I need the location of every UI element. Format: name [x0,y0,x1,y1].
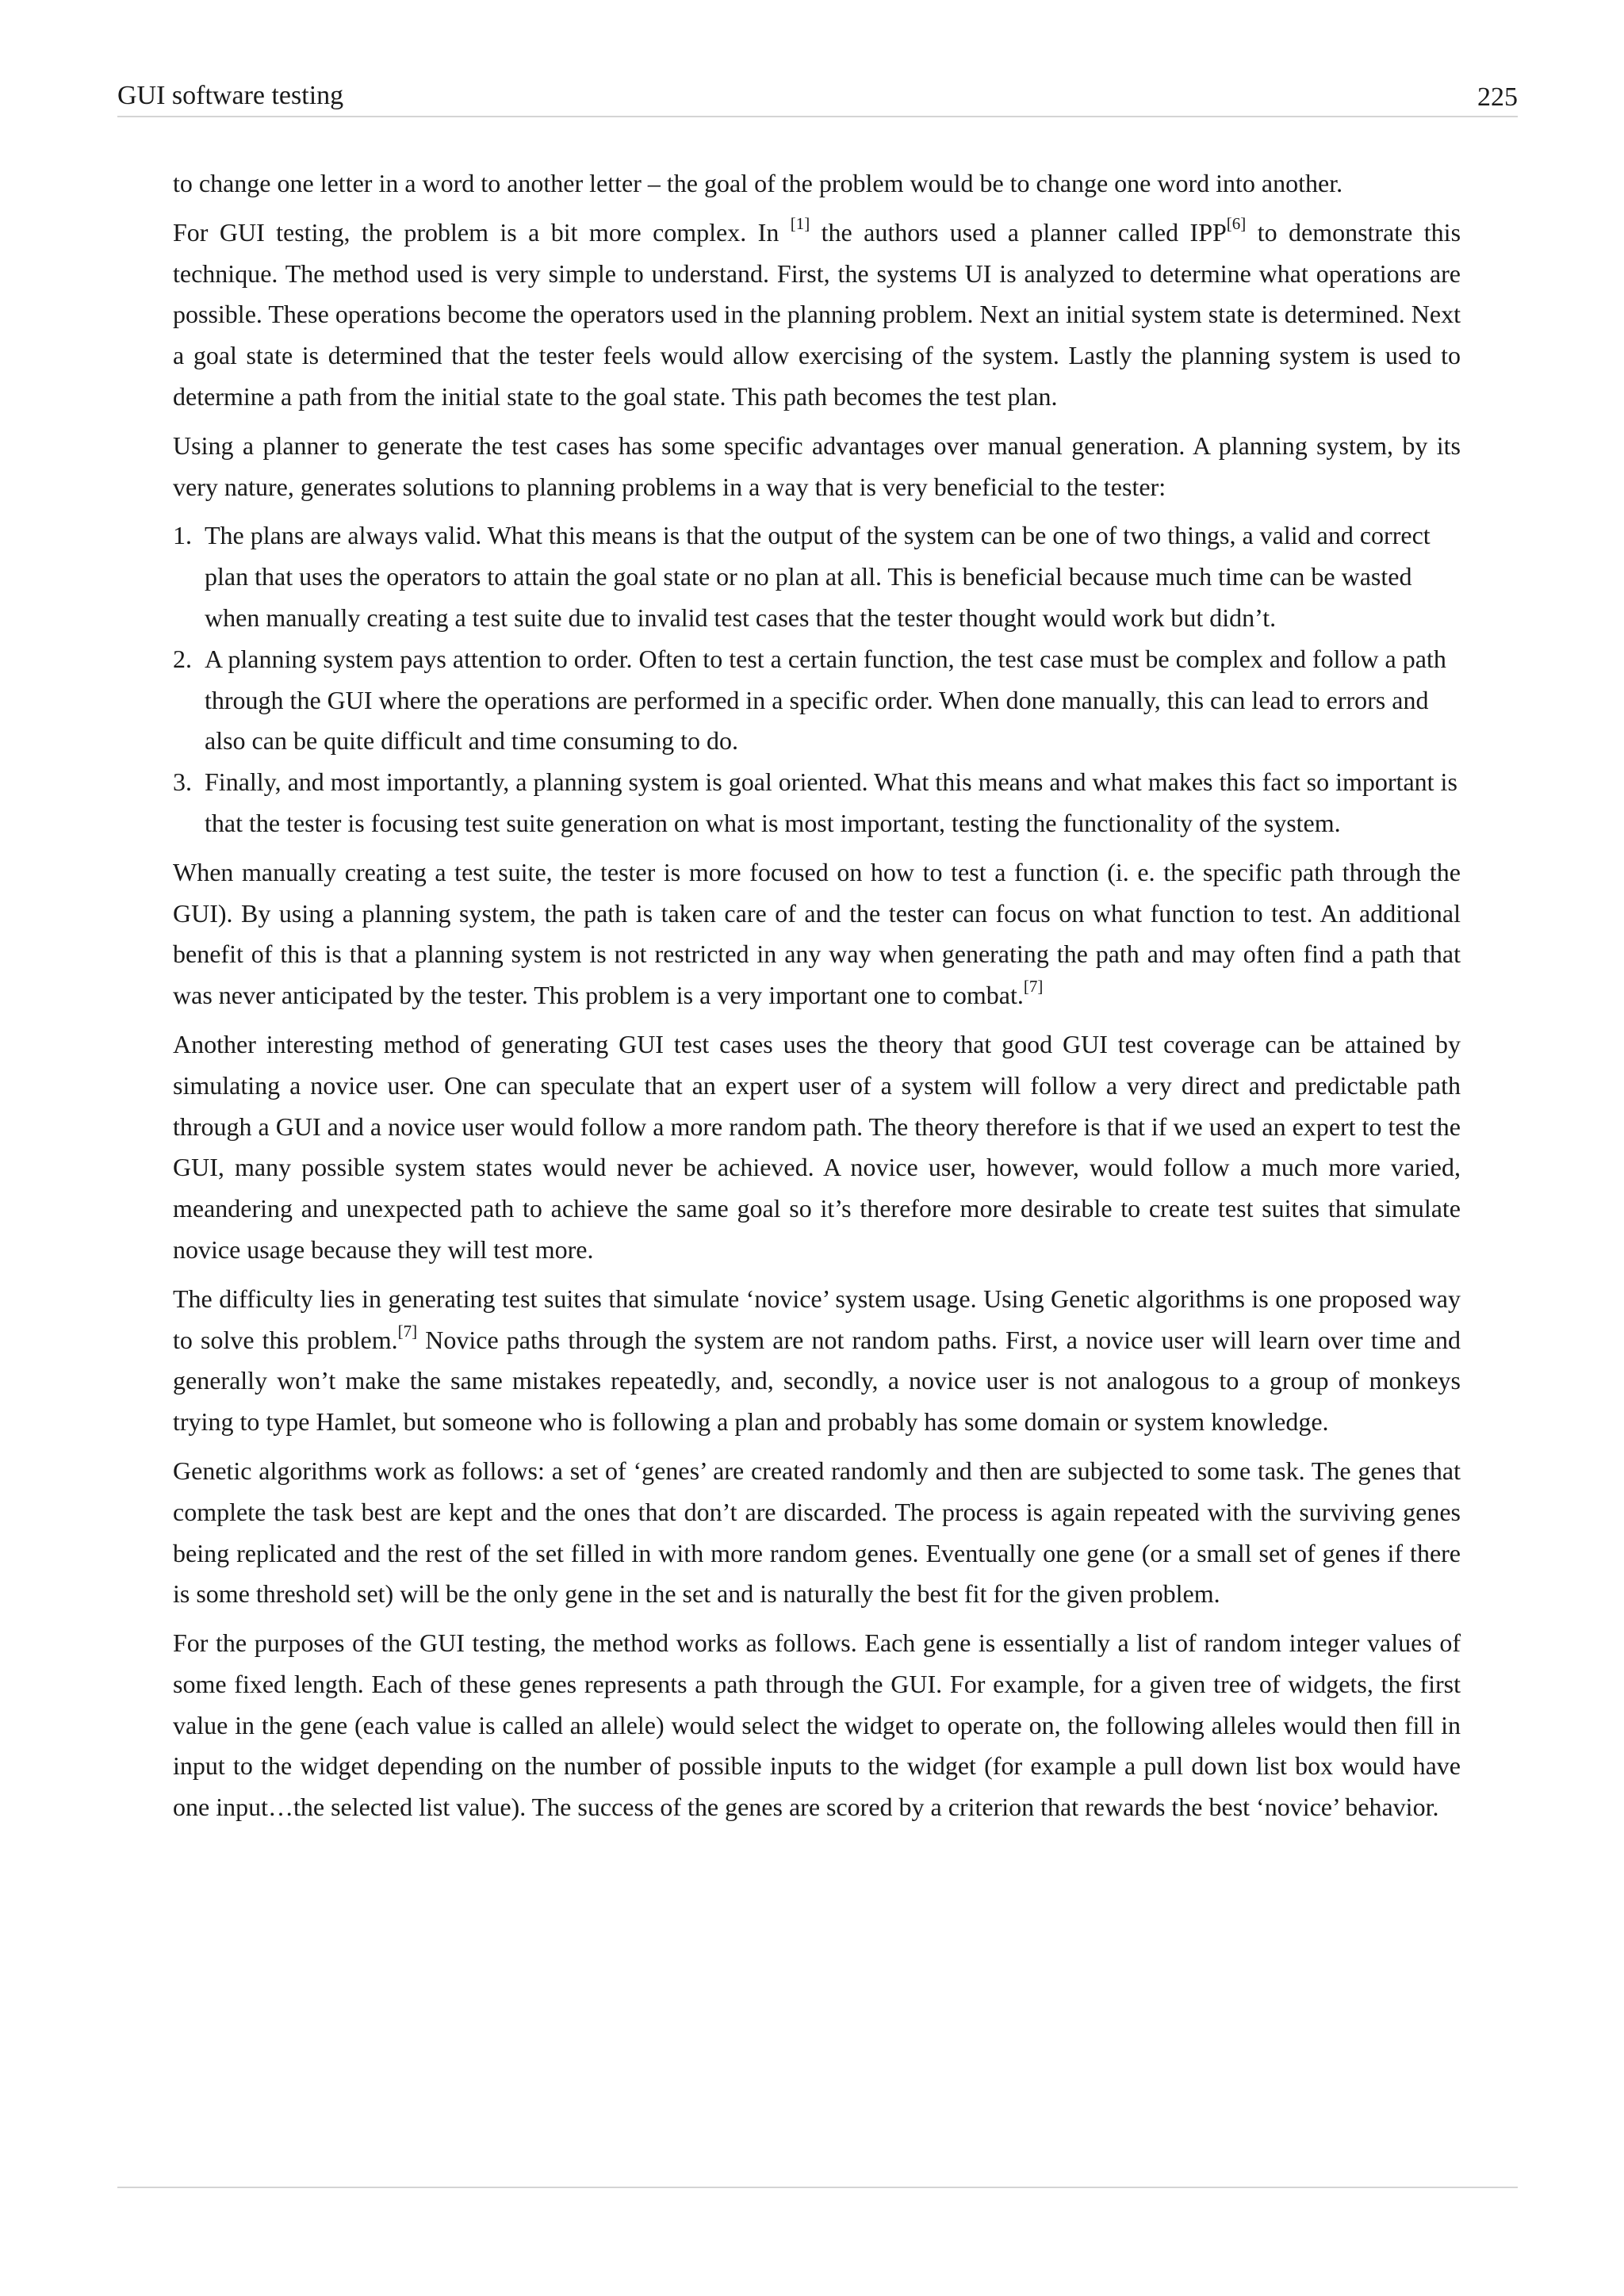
list-item [173,639,1461,762]
list-item-text: The plans are always valid. What this means is that the output of the system can be one of two things, a valid and correct plan that uses the operators to attain the goal state or no plan at all. This is beneficial because much time can be wasted when manually creating a test suite due to invalid test cases that the tester thought would work but didn’t. [205,521,1431,632]
paragraph-manual-vs-planning [173,852,1461,1016]
citation-link[interactable]: [1] [790,213,810,233]
page-number: 225 [1477,82,1518,112]
list-item-number: 2. [173,644,192,673]
text-run: the authors used a planner called IPP [810,217,1227,247]
citation-link[interactable]: [7] [1023,977,1044,997]
paragraph-planner-advantages: Using a planner to generate the test cases has some specific advantages over manual generation. A planning system, by its very nature, generates solutions to planning problems in a way that is very beneficial to the tester: [173,430,1461,501]
paragraph-planning-technique [173,212,1461,418]
list-item [173,762,1461,844]
footer-divider [117,2187,1518,2188]
running-title: GUI software testing [117,81,344,110]
text-run: When manually creating a test suite, the tester is more focused on how to test a function (i. e. the specific path through the GUI). By using a planning system, the path is taken care of and the tester can focus on what function to test. An additional benefit of this is that a planning system is not restricted in any way when generating the path and may often find a path that was never anticipated by the tester. This problem is a very important one to combat. [173,857,1461,1010]
list-item-text: A planning system pays attention to order. Often to test a certain function, the test case must be complex and follow a path through the GUI where the operations are performed in a specific order. When done manually, this can lead to errors and also can be quite difficult and time consuming to do. [205,644,1446,756]
page-header [117,76,1518,117]
text-run: to demonstrate this technique. The method used is very simple to understand. First, the systems UI is analyzed to determine what operations are possible. These operations become the operators used in the planning problem. Next an initial system state is determined. Next a goal state is determined that the tester feels would allow exercising of the system. Lastly the planning system is used to determine a path from the initial state to the goal state. This path becomes the test plan. [173,217,1461,411]
text-run: For GUI testing, the problem is a bit more complex. In [173,217,791,247]
paragraph-novice-user: Another interesting method of generating GUI test cases uses the theory that good GUI test coverage can be attained by simulating a novice user. One can speculate that an expert user of a system will follow a very direct and predictable path through a GUI and a novice user would follow a more random path. The theory therefore is that if we used an expert to test the GUI, many possible system states would never be achieved. A novice user, however, would follow a much more varied, meandering and unexpected path to achieve the same goal so it’s therefore more desirable to create test suites that simulate novice usage because they will test more. [173,1029,1461,1264]
text-run: The difficulty lies in generating test suites that simulate ‘novice’ system usage. Using Genetic algorithms is one proposed way to solve this problem. [173,1284,1461,1354]
advantages-list [173,515,1461,844]
paragraph-genetic-algorithms: Genetic algorithms work as follows: a set of ‘genes’ are created randomly and then are subjected to some task. The genes that complete the task best are kept and the ones that don’t are discarded. The process is again repeated with the surviving genes being replicated and the rest of the set filled in with more random genes. Eventually one gene (or a small set of genes if there is some threshold set) will be the only gene in the set and is naturally the best fit for the given problem. [173,1456,1461,1609]
list-item-text: Finally, and most importantly, a planning system is goal oriented. What this means and what makes this fact so important is that the tester is focusing test suite generation on what is most important, testing the functionality of the system. [205,767,1457,837]
paragraph-genetic-proposal [173,1279,1461,1443]
citation-link[interactable]: [6] [1226,213,1247,233]
citation-link[interactable]: [7] [397,1321,418,1341]
paragraph-continuation: to change one letter in a word to another letter – the goal of the problem would be to change one word into another. [173,169,1343,197]
article-body [173,163,1461,1836]
text-run: Novice paths through the system are not random paths. First, a novice user will learn over time and generally won’t make the same mistakes repeatedly, and, secondly, a novice user is not analogous to a group of monkeys trying to type Hamlet, but someone who is following a plan and probably has some domain or system knowledge. [173,1325,1461,1437]
paragraph-gui-genes: For the purposes of the GUI testing, the method works as follows. Each gene is essentially a list of random integer values of some fixed length. Each of these genes represents a path through the GUI. For example, for a given tree of widgets, the first value in the gene (each value is called an allele) would select the widget to operate on, the following alleles would then fill in input to the widget depending on the number of possible inputs to the widget (for example a pull down list box would have one input…the selected list value). The success of the genes are scored by a criterion that rewards the best ‘novice’ behavior. [173,1628,1461,1822]
list-item-number: 1. [173,521,192,550]
list-item-number: 3. [173,767,192,797]
list-item [173,515,1461,638]
